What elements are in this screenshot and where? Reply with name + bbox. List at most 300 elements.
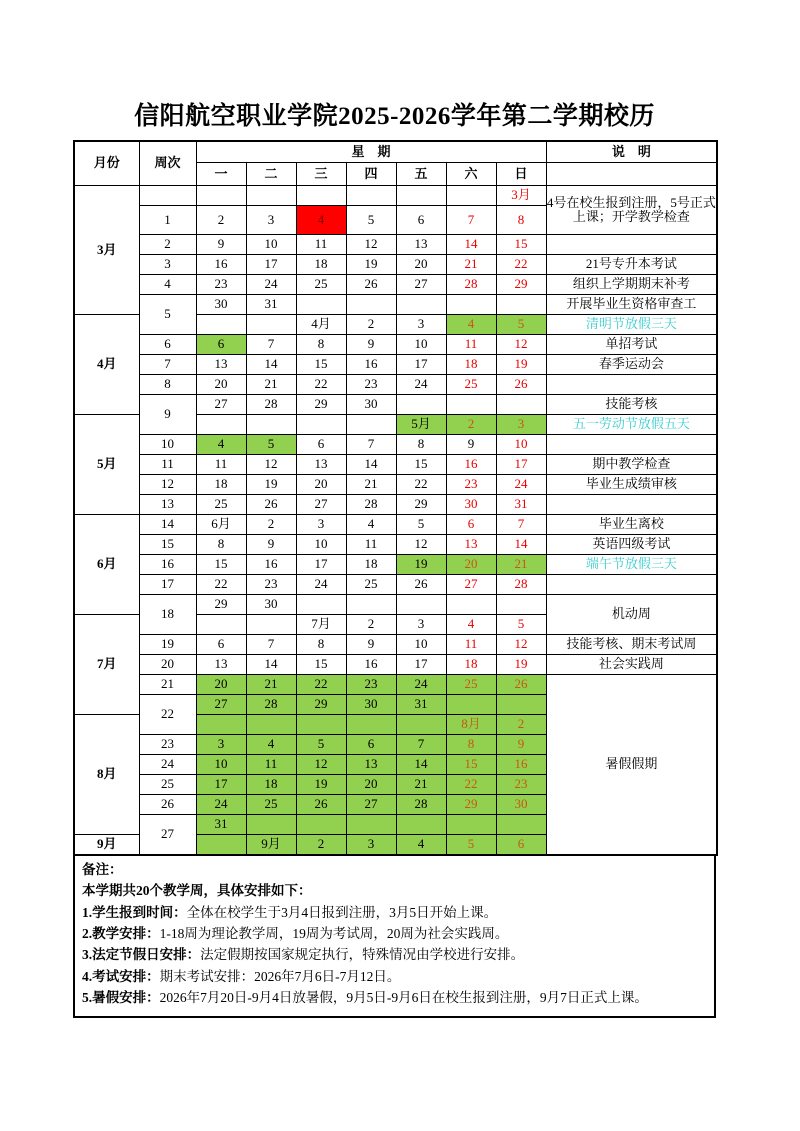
day-cell: 13 bbox=[196, 655, 246, 675]
note-cell: 4号在校生报到注册，5号正式上课；开学教学检查 bbox=[546, 186, 717, 235]
calendar-body bbox=[74, 186, 717, 856]
day-cell: 20 bbox=[346, 775, 396, 795]
day-cell: 23 bbox=[496, 775, 546, 795]
week-number: 16 bbox=[139, 555, 196, 575]
day-cell: 4 bbox=[396, 835, 446, 856]
day-cell: 9 bbox=[246, 535, 296, 555]
day-cell: 17 bbox=[396, 355, 446, 375]
day-cell: 12 bbox=[396, 535, 446, 555]
day-cell: 23 bbox=[246, 575, 296, 595]
day-cell bbox=[396, 595, 446, 615]
day-cell: 31 bbox=[246, 295, 296, 315]
calendar-row bbox=[74, 555, 717, 575]
day-cell: 12 bbox=[246, 455, 296, 475]
day-cell: 22 bbox=[396, 475, 446, 495]
day-cell: 19 bbox=[296, 775, 346, 795]
day-cell: 4 bbox=[346, 515, 396, 535]
calendar-row bbox=[74, 495, 717, 515]
calendar-row bbox=[74, 395, 717, 415]
remarks-item bbox=[82, 966, 707, 987]
day-cell: 16 bbox=[346, 355, 396, 375]
day-cell: 22 bbox=[296, 375, 346, 395]
day-cell: 14 bbox=[496, 535, 546, 555]
day-cell: 8 bbox=[196, 535, 246, 555]
day-cell: 30 bbox=[196, 295, 246, 315]
day-cell: 7 bbox=[446, 206, 496, 235]
day-cell: 31 bbox=[496, 495, 546, 515]
day-cell: 28 bbox=[346, 495, 396, 515]
day-cell: 20 bbox=[296, 475, 346, 495]
day-cell bbox=[496, 295, 546, 315]
day-cell: 12 bbox=[496, 635, 546, 655]
remarks-item-text: 期末考试安排：2026年7月6日-7月12日。 bbox=[159, 968, 401, 984]
remarks-item-text: 2026年7月20日-9月4日放暑假，9月5日-9月6日在校生报到注册，9月7日正式上课。 bbox=[159, 989, 648, 1005]
day-cell: 24 bbox=[496, 475, 546, 495]
day-cell bbox=[196, 615, 246, 635]
day-cell: 17 bbox=[396, 655, 446, 675]
day-cell: 5 bbox=[446, 835, 496, 856]
week-number: 24 bbox=[139, 755, 196, 775]
weekday-header-fri: 五 bbox=[396, 163, 446, 186]
week-number: 12 bbox=[139, 475, 196, 495]
day-cell: 26 bbox=[296, 795, 346, 815]
week-number: 17 bbox=[139, 575, 196, 595]
day-cell: 12 bbox=[496, 335, 546, 355]
month-label: 6月 bbox=[74, 515, 139, 615]
day-cell: 28 bbox=[496, 575, 546, 595]
day-cell: 25 bbox=[246, 795, 296, 815]
weekday-header-wed: 三 bbox=[296, 163, 346, 186]
day-cell: 2 bbox=[496, 715, 546, 735]
day-cell: 6 bbox=[296, 435, 346, 455]
week-number: 4 bbox=[139, 275, 196, 295]
note-cell bbox=[546, 495, 717, 515]
day-cell: 23 bbox=[346, 675, 396, 695]
day-cell: 18 bbox=[446, 355, 496, 375]
day-cell: 11 bbox=[446, 335, 496, 355]
day-cell bbox=[246, 815, 296, 835]
day-cell: 30 bbox=[496, 795, 546, 815]
day-cell: 11 bbox=[346, 535, 396, 555]
month-label: 5月 bbox=[74, 415, 139, 515]
day-cell: 13 bbox=[196, 355, 246, 375]
calendar-table bbox=[73, 140, 718, 856]
day-cell: 31 bbox=[396, 695, 446, 715]
day-cell: 4 bbox=[446, 315, 496, 335]
calendar-row bbox=[74, 475, 717, 495]
week-number: 7 bbox=[139, 355, 196, 375]
weekday-header-sat: 六 bbox=[446, 163, 496, 186]
day-cell: 28 bbox=[396, 795, 446, 815]
calendar-row bbox=[74, 275, 717, 295]
day-cell: 27 bbox=[196, 695, 246, 715]
week-number: 1 bbox=[139, 206, 196, 235]
day-cell: 3 bbox=[396, 615, 446, 635]
day-cell: 20 bbox=[396, 255, 446, 275]
day-cell: 4 bbox=[246, 735, 296, 755]
day-cell bbox=[396, 186, 446, 206]
day-cell bbox=[296, 295, 346, 315]
week-number bbox=[139, 186, 196, 206]
calendar-row bbox=[74, 595, 717, 615]
day-cell: 9月 bbox=[246, 835, 296, 856]
calendar-row bbox=[74, 435, 717, 455]
day-cell: 26 bbox=[346, 275, 396, 295]
day-cell: 6 bbox=[196, 635, 246, 655]
day-cell: 20 bbox=[446, 555, 496, 575]
day-cell: 9 bbox=[346, 335, 396, 355]
day-cell: 15 bbox=[296, 655, 346, 675]
day-cell: 5 bbox=[346, 206, 396, 235]
day-cell: 27 bbox=[446, 575, 496, 595]
day-cell: 6 bbox=[346, 735, 396, 755]
day-cell: 3 bbox=[246, 206, 296, 235]
day-cell bbox=[346, 715, 396, 735]
calendar-header bbox=[74, 141, 717, 186]
week-number: 22 bbox=[139, 695, 196, 735]
day-cell: 29 bbox=[496, 275, 546, 295]
day-cell: 7 bbox=[246, 635, 296, 655]
week-number: 6 bbox=[139, 335, 196, 355]
calendar-row bbox=[74, 675, 717, 695]
calendar-row bbox=[74, 575, 717, 595]
remarks-item-label: 4.考试安排： bbox=[82, 968, 160, 984]
day-cell bbox=[346, 186, 396, 206]
day-cell: 19 bbox=[496, 355, 546, 375]
day-cell bbox=[346, 815, 396, 835]
note-cell: 组织上学期期末补考 bbox=[546, 275, 717, 295]
day-cell: 6 bbox=[396, 206, 446, 235]
day-cell: 19 bbox=[496, 655, 546, 675]
remarks-item-label: 3.法定节假日安排： bbox=[82, 947, 201, 963]
calendar-row bbox=[74, 355, 717, 375]
day-cell: 25 bbox=[446, 675, 496, 695]
day-cell bbox=[446, 186, 496, 206]
note-cell: 单招考试 bbox=[546, 335, 717, 355]
day-cell: 14 bbox=[246, 355, 296, 375]
day-cell: 9 bbox=[196, 235, 246, 255]
notes-header-spacer bbox=[546, 163, 717, 186]
remarks-intro: 本学期共20个教学周，具体安排如下： bbox=[82, 883, 312, 899]
day-cell: 16 bbox=[246, 555, 296, 575]
week-number: 25 bbox=[139, 775, 196, 795]
day-cell: 21 bbox=[246, 375, 296, 395]
day-cell bbox=[446, 295, 496, 315]
remarks-item bbox=[82, 987, 707, 1008]
day-cell: 5 bbox=[296, 735, 346, 755]
weekday-group-header: 星 期 bbox=[196, 141, 546, 163]
day-cell: 27 bbox=[196, 395, 246, 415]
day-cell: 5 bbox=[496, 615, 546, 635]
remarks-item bbox=[82, 944, 707, 965]
day-cell: 14 bbox=[346, 455, 396, 475]
day-cell: 10 bbox=[296, 535, 346, 555]
day-cell: 3 bbox=[496, 415, 546, 435]
calendar-row bbox=[74, 255, 717, 275]
day-cell: 8 bbox=[396, 435, 446, 455]
day-cell: 26 bbox=[496, 375, 546, 395]
week-number: 21 bbox=[139, 675, 196, 695]
week-number: 8 bbox=[139, 375, 196, 395]
day-cell bbox=[446, 395, 496, 415]
day-cell: 29 bbox=[196, 595, 246, 615]
day-cell bbox=[446, 815, 496, 835]
day-cell bbox=[296, 815, 346, 835]
day-cell bbox=[246, 615, 296, 635]
day-cell: 6 bbox=[496, 835, 546, 856]
day-cell: 29 bbox=[296, 395, 346, 415]
note-cell: 英语四级考试 bbox=[546, 535, 717, 555]
calendar-row bbox=[74, 295, 717, 315]
note-cell: 机动周 bbox=[546, 595, 717, 635]
day-cell: 20 bbox=[196, 375, 246, 395]
note-cell bbox=[546, 235, 717, 255]
day-cell: 27 bbox=[346, 795, 396, 815]
day-cell: 4月 bbox=[296, 315, 346, 335]
day-cell: 19 bbox=[346, 255, 396, 275]
day-cell bbox=[296, 186, 346, 206]
day-cell: 5 bbox=[496, 315, 546, 335]
calendar-row bbox=[74, 455, 717, 475]
day-cell bbox=[396, 815, 446, 835]
day-cell bbox=[496, 815, 546, 835]
day-cell bbox=[346, 415, 396, 435]
remarks-items bbox=[82, 902, 707, 1009]
day-cell bbox=[246, 186, 296, 206]
notes-column-header: 说 明 bbox=[546, 141, 717, 163]
calendar-row bbox=[74, 235, 717, 255]
day-cell: 25 bbox=[196, 495, 246, 515]
day-cell bbox=[246, 415, 296, 435]
day-cell bbox=[196, 715, 246, 735]
day-cell: 25 bbox=[346, 575, 396, 595]
day-cell bbox=[296, 415, 346, 435]
day-cell: 19 bbox=[396, 555, 446, 575]
day-cell: 13 bbox=[346, 755, 396, 775]
day-cell: 14 bbox=[396, 755, 446, 775]
day-cell: 28 bbox=[246, 395, 296, 415]
weekday-header-thu: 四 bbox=[346, 163, 396, 186]
week-column-header: 周次 bbox=[139, 141, 196, 186]
day-cell: 26 bbox=[396, 575, 446, 595]
day-cell: 29 bbox=[446, 795, 496, 815]
note-cell bbox=[546, 375, 717, 395]
day-cell: 4 bbox=[196, 435, 246, 455]
day-cell: 17 bbox=[196, 775, 246, 795]
day-cell: 11 bbox=[196, 455, 246, 475]
remarks-item bbox=[82, 923, 707, 944]
day-cell: 6月 bbox=[196, 515, 246, 535]
day-cell: 15 bbox=[496, 235, 546, 255]
month-column-header: 月份 bbox=[74, 141, 139, 186]
week-number: 5 bbox=[139, 295, 196, 335]
note-cell: 技能考核 bbox=[546, 395, 717, 415]
day-cell bbox=[296, 595, 346, 615]
day-cell: 7 bbox=[396, 735, 446, 755]
day-cell: 7 bbox=[246, 335, 296, 355]
day-cell: 22 bbox=[446, 775, 496, 795]
day-cell: 5月 bbox=[396, 415, 446, 435]
day-cell: 5 bbox=[246, 435, 296, 455]
day-cell: 17 bbox=[246, 255, 296, 275]
day-cell: 18 bbox=[446, 655, 496, 675]
day-cell: 25 bbox=[296, 275, 346, 295]
day-cell: 8 bbox=[296, 335, 346, 355]
day-cell: 2 bbox=[446, 415, 496, 435]
day-cell bbox=[196, 835, 246, 856]
calendar-row bbox=[74, 335, 717, 355]
day-cell: 9 bbox=[446, 435, 496, 455]
month-label: 8月 bbox=[74, 715, 139, 835]
note-cell: 端午节放假三天 bbox=[546, 555, 717, 575]
day-cell: 29 bbox=[396, 495, 446, 515]
day-cell: 2 bbox=[196, 206, 246, 235]
day-cell: 25 bbox=[446, 375, 496, 395]
day-cell bbox=[196, 186, 246, 206]
day-cell: 23 bbox=[196, 275, 246, 295]
remarks-item-label: 2.教学安排： bbox=[82, 925, 160, 941]
day-cell: 22 bbox=[196, 575, 246, 595]
day-cell: 9 bbox=[496, 735, 546, 755]
day-cell bbox=[346, 595, 396, 615]
note-cell: 毕业生成绩审核 bbox=[546, 475, 717, 495]
day-cell: 24 bbox=[396, 375, 446, 395]
day-cell: 16 bbox=[446, 455, 496, 475]
day-cell: 18 bbox=[346, 555, 396, 575]
calendar-row bbox=[74, 535, 717, 555]
month-label: 9月 bbox=[74, 835, 139, 856]
day-cell: 10 bbox=[246, 235, 296, 255]
day-cell: 3 bbox=[196, 735, 246, 755]
day-cell bbox=[446, 595, 496, 615]
day-cell bbox=[246, 715, 296, 735]
week-number: 10 bbox=[139, 435, 196, 455]
day-cell bbox=[446, 695, 496, 715]
week-number: 2 bbox=[139, 235, 196, 255]
day-cell bbox=[296, 715, 346, 735]
day-cell: 3 bbox=[396, 315, 446, 335]
day-cell: 11 bbox=[296, 235, 346, 255]
day-cell bbox=[346, 295, 396, 315]
calendar-row bbox=[74, 655, 717, 675]
month-label: 3月 bbox=[74, 186, 139, 315]
day-cell: 4 bbox=[296, 206, 346, 235]
remarks-item-label: 5.暑假安排： bbox=[82, 989, 160, 1005]
day-cell: 10 bbox=[496, 435, 546, 455]
day-cell: 24 bbox=[196, 795, 246, 815]
day-cell: 8 bbox=[296, 635, 346, 655]
week-number: 9 bbox=[139, 395, 196, 435]
note-cell: 暑假假期 bbox=[546, 675, 717, 856]
day-cell: 30 bbox=[346, 695, 396, 715]
day-cell: 15 bbox=[396, 455, 446, 475]
day-cell: 24 bbox=[246, 275, 296, 295]
day-cell: 8 bbox=[496, 206, 546, 235]
day-cell: 13 bbox=[446, 535, 496, 555]
day-cell: 2 bbox=[296, 835, 346, 856]
note-cell: 五一劳动节放假五天 bbox=[546, 415, 717, 435]
note-cell bbox=[546, 435, 717, 455]
day-cell: 18 bbox=[296, 255, 346, 275]
day-cell: 18 bbox=[196, 475, 246, 495]
note-cell: 开展毕业生资格审查工 bbox=[546, 295, 717, 315]
day-cell: 15 bbox=[196, 555, 246, 575]
day-cell: 28 bbox=[446, 275, 496, 295]
day-cell: 3月 bbox=[496, 186, 546, 206]
day-cell bbox=[396, 395, 446, 415]
day-cell: 16 bbox=[196, 255, 246, 275]
day-cell: 31 bbox=[196, 815, 246, 835]
note-cell: 21号专升本考试 bbox=[546, 255, 717, 275]
remarks-item-label: 1.学生报到时间： bbox=[82, 904, 187, 920]
day-cell: 28 bbox=[246, 695, 296, 715]
day-cell bbox=[396, 715, 446, 735]
day-cell bbox=[496, 395, 546, 415]
day-cell: 21 bbox=[496, 555, 546, 575]
day-cell: 30 bbox=[246, 595, 296, 615]
day-cell: 11 bbox=[446, 635, 496, 655]
month-label: 4月 bbox=[74, 315, 139, 415]
remarks-item-text: 1-18周为理论教学周，19周为考试周，20周为社会实践周。 bbox=[159, 925, 509, 941]
day-cell: 6 bbox=[196, 335, 246, 355]
note-cell bbox=[546, 575, 717, 595]
day-cell: 8月 bbox=[446, 715, 496, 735]
day-cell: 14 bbox=[246, 655, 296, 675]
calendar-row bbox=[74, 186, 717, 206]
day-cell: 27 bbox=[296, 495, 346, 515]
day-cell: 2 bbox=[346, 615, 396, 635]
day-cell: 18 bbox=[246, 775, 296, 795]
week-number: 3 bbox=[139, 255, 196, 275]
week-number: 26 bbox=[139, 795, 196, 815]
day-cell: 17 bbox=[296, 555, 346, 575]
day-cell: 30 bbox=[446, 495, 496, 515]
day-cell bbox=[396, 295, 446, 315]
day-cell: 19 bbox=[246, 475, 296, 495]
day-cell: 20 bbox=[196, 675, 246, 695]
week-number: 19 bbox=[139, 635, 196, 655]
remarks-item-text: 法定假期按国家规定执行，特殊情况由学校进行安排。 bbox=[200, 947, 525, 963]
day-cell: 21 bbox=[246, 675, 296, 695]
day-cell: 16 bbox=[346, 655, 396, 675]
note-cell: 清明节放假三天 bbox=[546, 315, 717, 335]
weekday-header-mon: 一 bbox=[196, 163, 246, 186]
day-cell: 24 bbox=[296, 575, 346, 595]
week-number: 20 bbox=[139, 655, 196, 675]
week-number: 14 bbox=[139, 515, 196, 535]
week-number: 15 bbox=[139, 535, 196, 555]
day-cell: 6 bbox=[446, 515, 496, 535]
weekday-header-sun: 日 bbox=[496, 163, 546, 186]
day-cell: 26 bbox=[496, 675, 546, 695]
day-cell: 7 bbox=[346, 435, 396, 455]
note-cell: 毕业生离校 bbox=[546, 515, 717, 535]
day-cell bbox=[246, 315, 296, 335]
week-number: 23 bbox=[139, 735, 196, 755]
day-cell: 5 bbox=[396, 515, 446, 535]
day-cell: 12 bbox=[296, 755, 346, 775]
calendar-row bbox=[74, 375, 717, 395]
day-cell: 11 bbox=[246, 755, 296, 775]
day-cell: 7 bbox=[496, 515, 546, 535]
note-cell: 期中教学检查 bbox=[546, 455, 717, 475]
day-cell: 22 bbox=[296, 675, 346, 695]
remarks-item-text: 全体在校学生于3月4日报到注册，3月5日开始上课。 bbox=[186, 904, 498, 920]
day-cell: 30 bbox=[346, 395, 396, 415]
remarks-section bbox=[73, 856, 716, 1018]
remarks-heading: 备注： bbox=[82, 862, 123, 877]
calendar-row bbox=[74, 635, 717, 655]
